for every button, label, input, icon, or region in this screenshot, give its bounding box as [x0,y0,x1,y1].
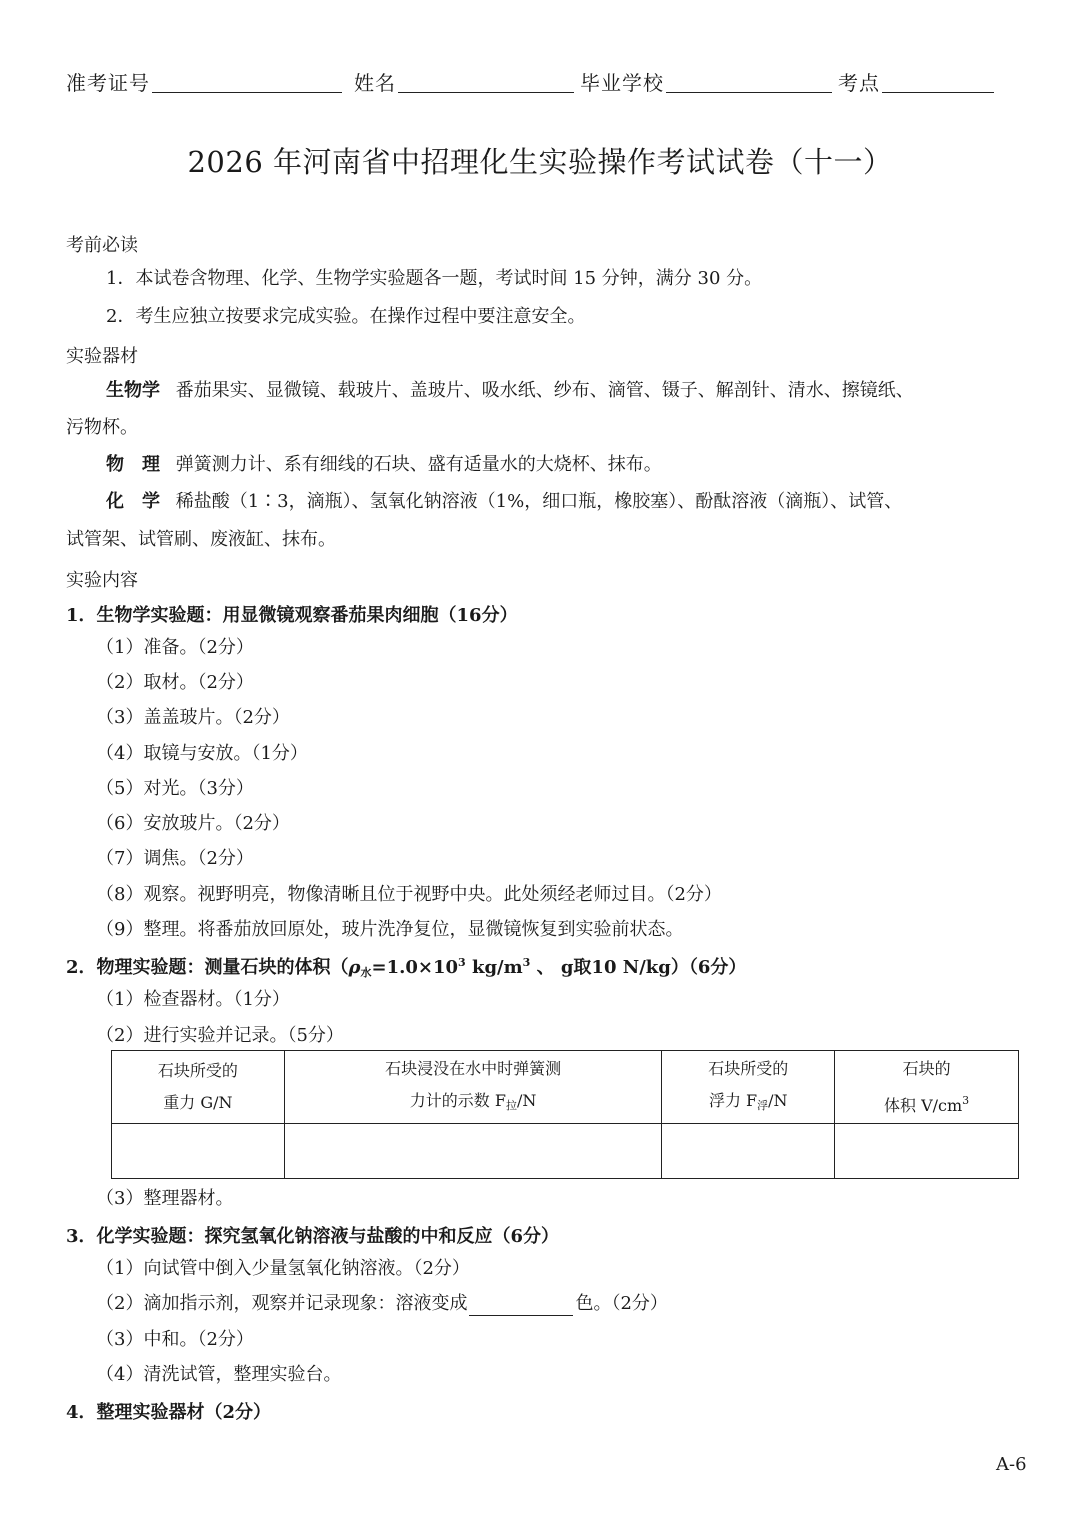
equipment-heading: 实验器材 [66,346,138,367]
q3-step-2 [96,1292,668,1316]
q4-title: 4．整理实验器材（2分） [66,1402,272,1423]
table-header-spring-line1: 石块浸没在水中时弹簧测 [385,1058,562,1078]
q1-step-2: （2）取材。（2分） [96,672,254,693]
table-header-volume [835,1051,1019,1124]
notice-item-1: 1．本试卷含物理、化学、生物学实验题各一题，考试时间 15 分钟，满分 30 分。 [106,268,763,289]
table-cell-volume[interactable] [835,1124,1019,1179]
notice-heading: 考前必读 [66,235,138,256]
volume-label: 体积 V/cm [883,1095,963,1115]
table-header-gravity-line1: 石块所受的 [157,1061,238,1080]
content-heading: 实验内容 [66,570,138,591]
rho-unit-exponent: 3 [522,956,531,969]
q2-step-3: （3）整理器材。 [96,1188,234,1209]
q1-step-6: （6）安放玻片。（2分） [96,813,290,834]
admission-number-field[interactable] [152,68,342,93]
page-number: A-6 [996,1454,1027,1475]
equipment-biology [106,379,914,403]
exam-site-field[interactable] [882,68,994,93]
rho-value: =1.0×10 [371,957,459,978]
q1-step-3: （3）盖盖玻片。（2分） [96,707,290,728]
page-title: 2026 年河南省中招理化生实验操作考试试卷（十一） [187,145,893,179]
biology-items-line2: 污物杯。 [66,417,138,438]
table-cell-buoyancy[interactable] [662,1124,835,1179]
school-field[interactable] [666,68,832,93]
q3-step-2-text: （2）滴加指示剂，观察并记录现象：溶液变成 [96,1293,468,1314]
table-header-buoyancy-line1: 石块所受的 [708,1058,789,1078]
equipment-chemistry [106,490,902,514]
physics-label: 物 理 [106,454,160,475]
spring-unit: /N [516,1090,537,1110]
q1-step-4: （4）取镜与安放。（1分） [96,743,308,764]
physics-items: 弹簧测力计、系有细线的石块、盛有适量水的大烧杯、抹布。 [175,454,662,475]
q3-step-3: （3）中和。（2分） [96,1329,254,1350]
table-header-volume-line2 [835,1085,1018,1122]
q3-step-1: （1）向试管中倒入少量氢氧化钠溶液。（2分） [96,1258,470,1279]
table-header-spring-reading [284,1051,662,1124]
q2-title-prefix: 2．物理实验题：测量石块的体积（ [66,957,349,978]
rho-unit: kg/m [465,957,523,978]
rho-subscript: 水 [360,966,372,979]
buoyancy-unit: /N [768,1090,788,1110]
table-header-volume-line1: 石块的 [902,1058,951,1078]
q3-step-2-suffix: 色。（2分） [575,1293,668,1314]
q1-title: 1．生物学实验题：用显微镜观察番茄果肉细胞（16分） [66,605,518,626]
q2-step-2: （2）进行实验并记录。（5分） [96,1025,344,1046]
q1-step-5: （5）对光。（3分） [96,778,254,799]
q1-step-1: （1）准备。（2分） [96,637,254,658]
chemistry-items-line1: 稀盐酸（1∶3，滴瓶）、氢氧化钠溶液（1%，细口瓶，橡胶塞）、酚酞溶液（滴瓶）、试管、 [175,491,903,512]
biology-label: 生物学 [106,380,160,401]
biology-items-line1: 番茄果实、显微镜、载玻片、盖玻片、吸水纸、纱布、滴管、镊子、解剖针、清水、擦镜纸、 [175,380,914,401]
table-cell-gravity[interactable] [112,1124,285,1179]
rho-symbol: ρ [348,957,361,978]
q2-title-suffix: 、 g取10 N/kg）（6分） [530,957,747,978]
q3-step-4: （4）清洗试管，整理实验台。 [96,1364,342,1385]
name-label: 姓名 [354,71,396,95]
exam-site-label: 考点 [838,71,880,95]
buoyancy-subscript: 浮 [757,1098,769,1112]
admission-number-label: 准考证号 [66,71,150,95]
q1-step-8: （8）观察。视野明亮，物像清晰且位于视野中央。此处须经老师过目。（2分） [96,884,722,905]
color-answer-blank[interactable] [469,1295,573,1316]
volume-exponent: 3 [962,1093,970,1107]
school-label: 毕业学校 [580,71,664,95]
rho-exponent: 3 [458,956,466,969]
table-header-gravity-line2: 重力 G/N [163,1093,233,1112]
chemistry-label: 化 学 [106,491,160,512]
table-header-spring-line2 [285,1085,662,1122]
q1-step-7: （7）调焦。（2分） [96,848,254,869]
q2-title [66,953,746,980]
buoyancy-label: 浮力 F [708,1090,758,1110]
name-field[interactable] [398,68,574,93]
candidate-info-line [66,66,1030,96]
table-header-gravity [112,1051,285,1124]
equipment-physics [106,453,662,477]
table-header-buoyancy [662,1051,835,1124]
q3-title: 3．化学实验题：探究氢氧化钠溶液与盐酸的中和反应（6分） [66,1226,560,1247]
q1-step-9: （9）整理。将番茄放回原处，玻片洗净复位，显微镜恢复到实验前状态。 [96,919,684,940]
physics-record-table [111,1050,1019,1179]
notice-item-2: 2．考生应独立按要求完成实验。在操作过程中要注意安全。 [106,306,586,327]
spring-subscript: 拉 [505,1098,517,1112]
table-cell-spring-reading[interactable] [284,1124,662,1179]
chemistry-items-line2: 试管架、试管刷、废液缸、抹布。 [66,529,336,550]
table-header-buoyancy-line2 [662,1085,834,1122]
q2-step-1: （1）检查器材。（1分） [96,989,290,1010]
spring-label: 力计的示数 F [409,1090,506,1110]
